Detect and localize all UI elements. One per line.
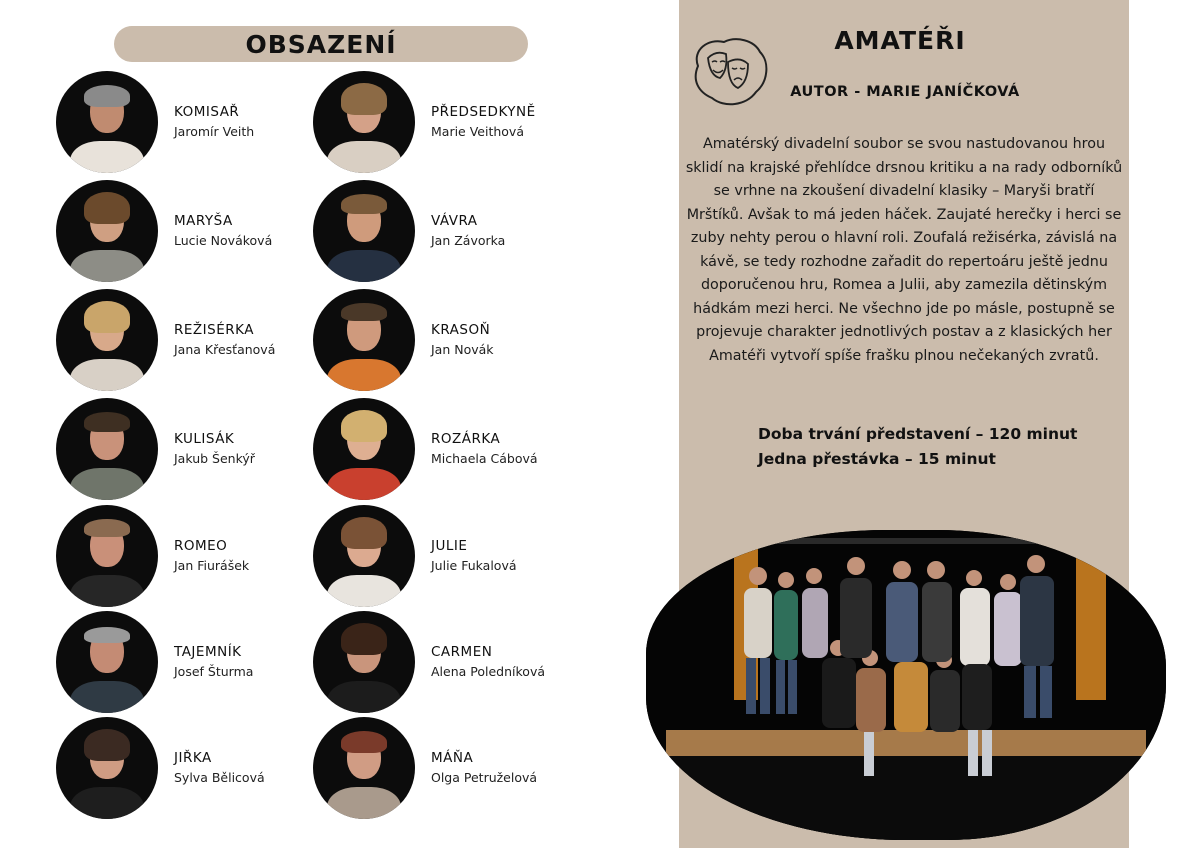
actor-name: Jana Křesťanová <box>174 342 276 357</box>
avatar <box>56 180 158 282</box>
cast-item-tajemnik <box>56 611 253 713</box>
cast-heading-pill <box>114 26 528 62</box>
cast-item-julie <box>313 505 517 607</box>
avatar <box>56 398 158 500</box>
actor-name: Alena Poledníková <box>431 664 546 679</box>
avatar <box>56 505 158 607</box>
avatar <box>313 505 415 607</box>
role-name: ROZÁRKA <box>431 431 501 447</box>
avatar <box>56 717 158 819</box>
avatar <box>56 289 158 391</box>
actor-name: Lucie Nováková <box>174 233 273 248</box>
actor-name: Marie Veithová <box>431 124 524 139</box>
avatar <box>56 71 158 173</box>
cast-item-komisar <box>56 71 254 173</box>
cast-item-romeo <box>56 505 249 607</box>
role-name: KULISÁK <box>174 431 235 447</box>
avatar <box>313 289 415 391</box>
ensemble-photo <box>646 530 1166 840</box>
actor-name: Jaromír Veith <box>174 124 255 139</box>
play-author: AUTOR - MARIE JANÍČKOVÁ <box>790 84 1020 100</box>
ensemble-photo-illustration <box>646 530 1166 840</box>
actor-name: Jan Fiurášek <box>174 558 250 573</box>
avatar <box>313 71 415 173</box>
actor-name: Jan Závorka <box>431 233 506 248</box>
actor-name: Sylva Bělicová <box>174 770 265 785</box>
avatar <box>313 398 415 500</box>
duration-text: Doba trvání představení – 120 minut <box>758 425 1078 443</box>
avatar <box>313 717 415 819</box>
role-name: JIŘKA <box>174 750 212 766</box>
role-name: ROMEO <box>174 538 228 554</box>
cast-heading: OBSAZENÍ <box>245 29 397 59</box>
role-name: MARYŠA <box>174 213 233 229</box>
cast-item-vavra <box>313 180 505 282</box>
role-name: KRASOŇ <box>431 322 491 338</box>
cast-item-rozarka <box>313 398 538 500</box>
intermission-text: Jedna přestávka – 15 minut <box>758 450 996 468</box>
cast-item-predsedkyne <box>313 71 536 173</box>
cast-item-mana <box>313 717 537 819</box>
actor-name: Julie Fukalová <box>431 558 517 573</box>
cast-item-reziserka <box>56 289 275 391</box>
role-name: CARMEN <box>431 644 493 660</box>
play-title: AMATÉŘI <box>834 26 966 55</box>
role-name: KOMISAŘ <box>174 104 240 120</box>
role-name: REŽISÉRKA <box>174 322 254 338</box>
play-synopsis: Amatérský divadelní soubor se svou nastudovanou hrou sklidí na krajské přehlídce drsnou kritiku a na rady odborníků se vrhne na zkoušení divadelní klasiky – Maryši bratří Mrštíků. Avšak to má jeden háček. Zaujaté herečky i herci se zuby nehty perou o hlavní roli. Zoufalá režisérka, závislá na kávě, se tedy rozhodne zařadit do repertoáru ještě jednu doporučenou hru, Romea a Julii, aby zamezila dětinským hádkám mezi herci. Ne všechno jde po másle, postupně se projevuje charakter jednotlivých postav a z klasických her Amatéři vytvoří spíše frašku plnou nečekaných zvratů. <box>685 136 1123 364</box>
cast-item-krason <box>313 289 494 391</box>
avatar <box>313 180 415 282</box>
role-name: TAJEMNÍK <box>174 644 242 660</box>
role-name: VÁVRA <box>431 213 478 229</box>
role-name: MÁŇA <box>431 750 474 766</box>
cast-item-jirka <box>56 717 265 819</box>
actor-name: Jan Novák <box>431 342 494 357</box>
role-name: JULIE <box>431 538 468 554</box>
actor-name: Josef Šturma <box>174 664 254 679</box>
avatar <box>56 611 158 713</box>
avatar <box>313 611 415 713</box>
cast-item-marysa <box>56 180 272 282</box>
play-duration-block <box>758 422 1118 472</box>
actor-name: Michaela Cábová <box>431 451 538 466</box>
actor-name: Jakub Šenkýř <box>174 451 255 466</box>
cast-item-carmen <box>313 611 545 713</box>
cast-item-kulisak <box>56 398 255 500</box>
role-name: PŘEDSEDKYNĚ <box>431 104 536 120</box>
actor-name: Olga Petruželová <box>431 770 538 785</box>
